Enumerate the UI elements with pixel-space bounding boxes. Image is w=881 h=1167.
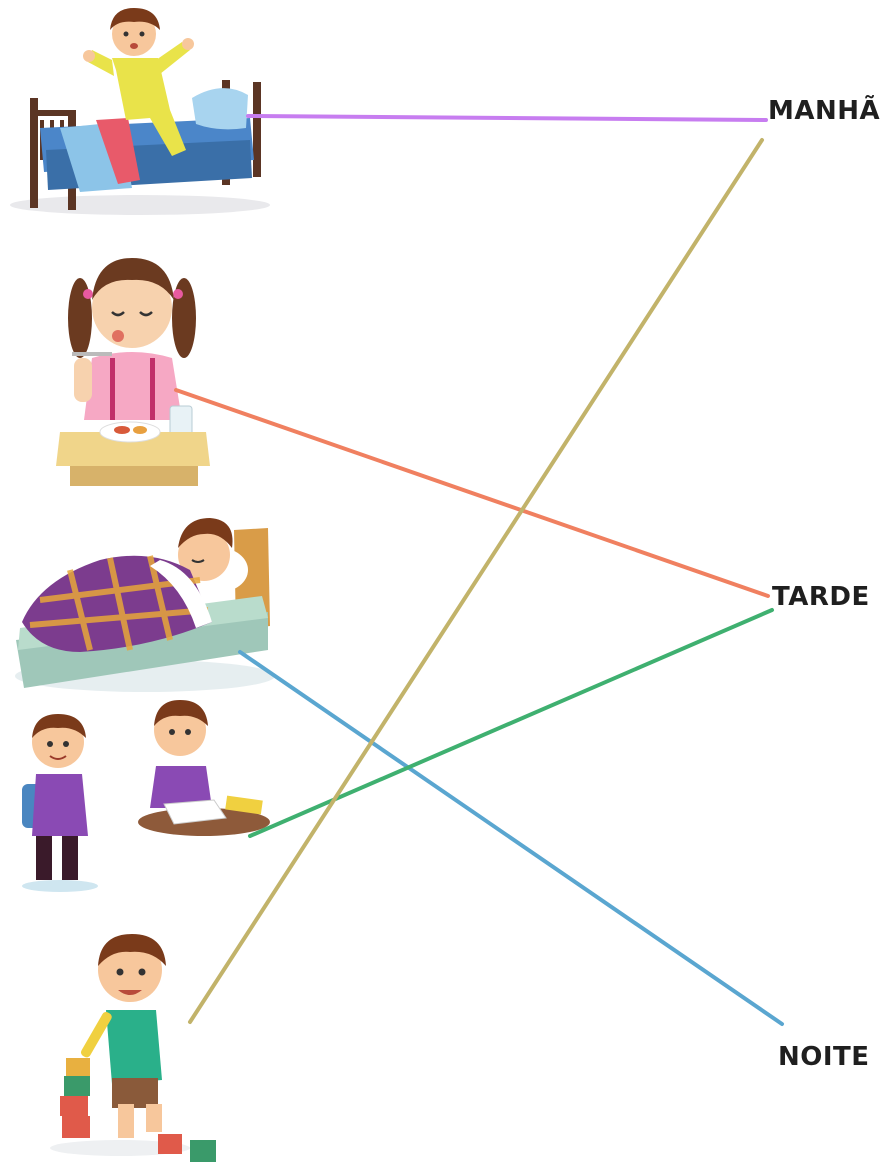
label-tarde: TARDE [772, 582, 870, 612]
child-sleeping-in-bed-icon [15, 518, 275, 692]
label-noite: NOITE [778, 1042, 870, 1072]
girl-eating-meal-icon [56, 258, 210, 486]
line-school-study-to-tarde [250, 610, 772, 836]
line-playing-to-manha [190, 140, 762, 1022]
children-school-and-homework-icon [22, 700, 270, 892]
label-manha: MANHÃ [768, 96, 881, 126]
line-sleeping-to-noite [240, 652, 782, 1024]
child-playing-with-blocks-icon [50, 934, 216, 1162]
child-waking-up-in-bed-icon [10, 8, 270, 215]
line-waking-up-to-manha [248, 116, 766, 120]
